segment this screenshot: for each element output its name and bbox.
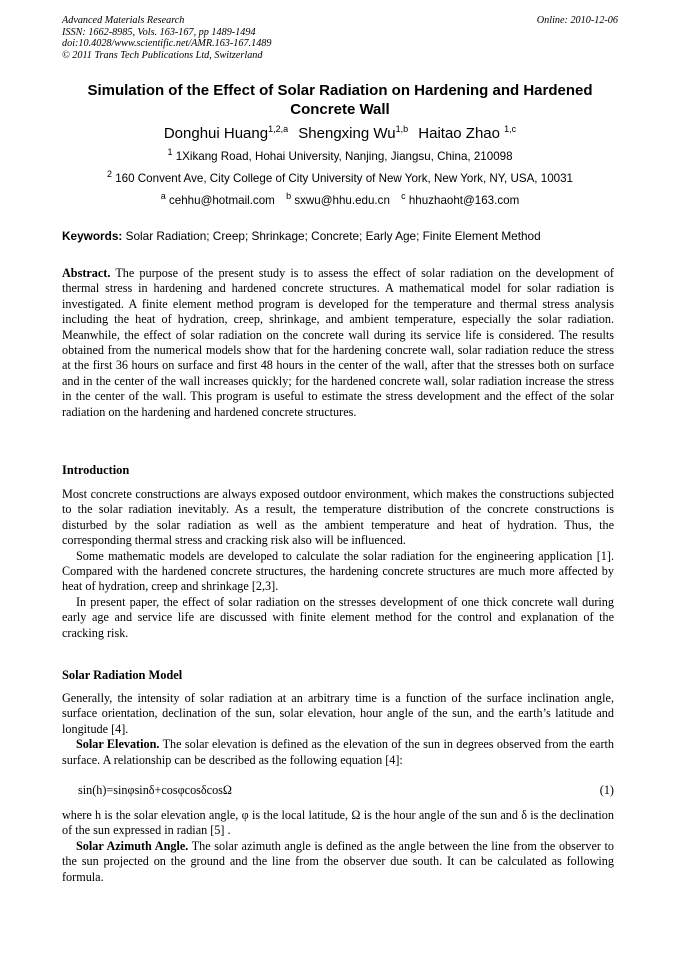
keywords-text: Solar Radiation; Creep; Shrinkage; Concrete; Early Age; Finite Element Method: [125, 229, 541, 243]
equation-number: (1): [599, 783, 614, 797]
author: Shengxing Wu$^{1,b}$: [298, 124, 409, 142]
solar-elevation-label: Solar Elevation.: [76, 737, 160, 752]
email-c[interactable]: $^c$ hhuzhaoht@163.com: [401, 191, 520, 207]
solar-azimuth-label: Solar Azimuth Angle.: [76, 838, 189, 853]
author: Donghui Huang$^{1,2,a}$: [163, 124, 289, 142]
doi-line: doi:10.4028/www.scientific.net/AMR.163-167.1489: [62, 38, 272, 49]
solar-model-body-2: [62, 808, 614, 885]
abstract-text: The purpose of the present study is to assess the effect of solar radiation on the development of thermal stress in hardening and hardened concrete structures. A mathematical model for solar radiation is investigated. A finite element method program is developed for the temperature and thermal stress analysis including the heat of hydration, creep, shrinkage, and ambient temperature, especially the solar radiation. Meanwhile, the effect of solar radiation on the concrete wall during its service life is considered. The results obtained from the numerical models show that for the hardening concrete wall, solar radiation reduce the stress at the first 36 hours on surface and first 48 hours in the center of the wall, after that the stresses both on surface and in the center of the wall increases quickly; for the hardened concrete wall, solar radiation increase the stress in the center of the wall. This program is useful to estimate the stress development and the effect of the solar radiation on the hardening and hardened concrete structures.: [62, 266, 614, 419]
intro-paragraph-2: Some mathematic models are developed to calculate the solar radiation for the engineering application [1]. Compared with the hardened concrete structures, the hardening concrete structures are much more affected by heat of hydration, creep and shrinkage [2,3].: [62, 548, 614, 594]
affiliation-2: $^2$ 160 Convent Ave, City College of City University of New York, New York, NY, USA, 10031: [106, 169, 573, 185]
issn-line: ISSN: 1662-8985, Vols. 163-167, pp 1489-1494: [62, 26, 256, 38]
online-date: Online: 2010-12-06: [536, 15, 618, 26]
keywords: [62, 229, 618, 243]
copyright-line: © 2011 Trans Tech Publications Ltd, Switzerland: [62, 49, 263, 61]
journal-header: [62, 15, 618, 61]
equation-explanation: where h is the solar elevation angle, φ is the local latitude, Ω is the hour angle of the sun and δ is the declination of the sun expressed in radian [5] .: [62, 808, 614, 838]
author: Haitao Zhao $^{1,c}$: [418, 124, 517, 142]
affiliation-1: $^1$ 1Xikang Road, Hohai University, Nanjing, Jiangsu, China, 210098: [167, 147, 513, 163]
abstract: [62, 266, 614, 420]
equation-text: sin(h)=sinφsinδ+cosφcosδcosΩ: [78, 783, 232, 797]
email-a[interactable]: $^a$ cehhu@hotmail.com: [160, 191, 275, 207]
abstract-label: Abstract.: [62, 266, 111, 280]
intro-paragraph-1: Most concrete constructions are always exposed outdoor environment, which makes the constructions subjected to the solar radiation inevitably. As a result, the temperature distribution of the concrete constructions is disturbed by the solar radiation as well as the ambient temperature and heat of hydration. Thus, the corresponding thermal stress and cracking risk also will be influenced.: [62, 487, 614, 548]
equation-1: [78, 783, 614, 798]
introduction-body: [62, 487, 614, 641]
solar-model-body: [62, 691, 614, 768]
email-b[interactable]: $^b$ sxwu@hhu.edu.cn: [286, 191, 390, 207]
solar-model-paragraph-1: Generally, the intensity of solar radiation at an arbitrary time is a function of the surface inclination angle, surface orientation, declination of the sun, solar elevation, hour angle of the sun, and the earth’s latitude and longitude [4].: [62, 691, 614, 736]
intro-paragraph-3: In present paper, the effect of solar radiation on the stresses development of one thick concrete wall during early age and service life are discussed with finite element method for the control and explanation of the cracking risk.: [62, 594, 614, 640]
section-heading-introduction: Introduction: [62, 463, 130, 477]
paper-title: Simulation of the Effect of Solar Radiation on Hardening and Hardened Concrete Wall: [87, 82, 593, 118]
solar-elevation-paragraph: Solar Elevation. The solar elevation is defined as the elevation of the sun in degrees observed from the earth surface. A relationship can be described as the following equation [4]:: [62, 737, 614, 767]
solar-azimuth-paragraph: Solar Azimuth Angle. The solar azimuth angle is defined as the angle between the line from the observer to the sun projected on the ground and the line from the observer due south. It can be calculated as following formula.: [62, 838, 614, 884]
journal-name: Advanced Materials Research: [62, 15, 185, 26]
section-heading-solar-radiation-model: Solar Radiation Model: [62, 668, 183, 682]
keywords-label: Keywords:: [62, 229, 123, 243]
email-list: [62, 191, 618, 208]
author-list: [62, 124, 618, 144]
